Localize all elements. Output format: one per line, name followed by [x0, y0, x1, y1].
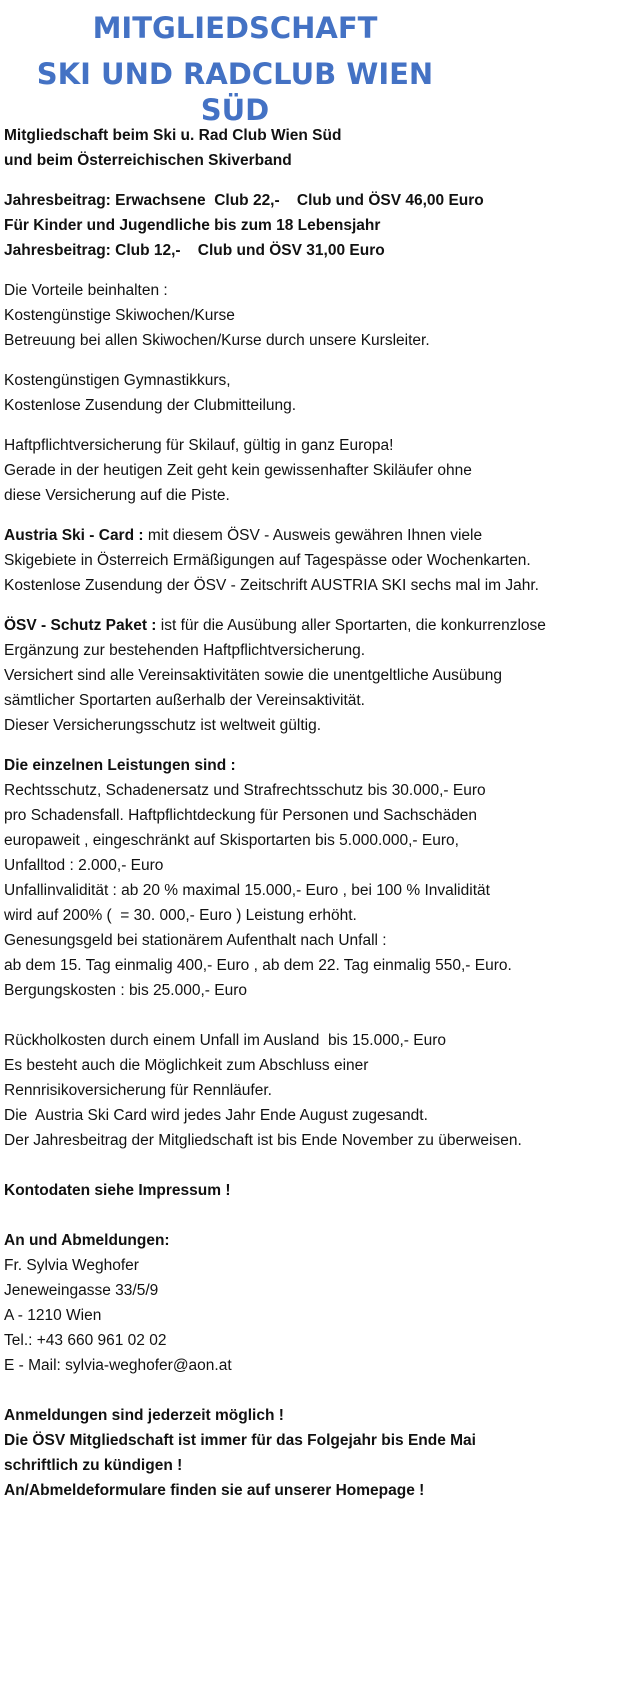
- repatriation-paragraph: [4, 1028, 634, 1153]
- account-note: [4, 1178, 634, 1203]
- protection-line: Ergänzung zur bestehenden Haftpflichtversicherung.: [4, 642, 366, 659]
- repatriation-line: Die Austria Ski Card wird jedes Jahr Ende August zugesandt.: [4, 1107, 428, 1124]
- services-line: Unfallinvalidität : ab 20 % maximal 15.000,- Euro , bei 100 % Invalidität: [4, 882, 490, 899]
- protection-paragraph: [4, 613, 634, 738]
- protection-line: Dieser Versicherungsschutz ist weltweit gültig.: [4, 717, 322, 734]
- repatriation-line: Es besteht auch die Möglichkeit zum Abschluss einer: [4, 1057, 369, 1074]
- protection-text: ist für die Ausübung aller Sportarten, die konkurrenzlose: [156, 617, 546, 634]
- fees-line: Jahresbeitrag: Erwachsene Club 22,- Club und ÖSV 46,00 Euro: [4, 192, 484, 209]
- services-line: Genesungsgeld bei stationärem Aufenthalt nach Unfall :: [4, 932, 387, 949]
- registration-contact: [4, 1228, 634, 1378]
- fees-line: Jahresbeitrag: Club 12,- Club und ÖSV 31,00 Euro: [4, 242, 385, 259]
- notes-line: Die ÖSV Mitgliedschaft ist immer für das Folgejahr bis Ende Mai: [4, 1432, 476, 1449]
- card-text: mit diesem ÖSV - Ausweis gewähren Ihnen viele: [143, 527, 483, 544]
- protection-line: sämtlicher Sportarten außerhalb der Vereinsaktivität.: [4, 692, 365, 709]
- protection-line: [4, 613, 634, 638]
- repatriation-line: Der Jahresbeitrag der Mitgliedschaft ist bis Ende November zu überweisen.: [4, 1132, 522, 1149]
- protection-label: ÖSV - Schutz Paket :: [4, 617, 157, 634]
- repatriation-line: Rennrisikoversicherung für Rennläufer.: [4, 1082, 272, 1099]
- card-line: [4, 523, 634, 548]
- registration-heading: An und Abmeldungen:: [4, 1232, 170, 1249]
- contact-name: Fr. Sylvia Weghofer: [4, 1257, 139, 1274]
- contact-city: A - 1210 Wien: [4, 1307, 102, 1324]
- services-line: europaweit , eingeschränkt auf Skisportarten bis 5.000.000,- Euro,: [4, 832, 459, 849]
- card-line: Kostenlose Zusendung der ÖSV - Zeitschrift AUSTRIA SKI sechs mal im Jahr.: [4, 577, 539, 594]
- gym-line: Kostenlose Zusendung der Clubmitteilung.: [4, 397, 297, 414]
- fees-paragraph: [4, 188, 634, 263]
- liability-line: diese Versicherung auf die Piste.: [4, 487, 230, 504]
- benefits-line: Kostengünstige Skiwochen/Kurse: [4, 307, 235, 324]
- fees-line: Für Kinder und Jugendliche bis zum 18 Lebensjahr: [4, 217, 381, 234]
- notes-line: schriftlich zu kündigen !: [4, 1457, 183, 1474]
- membership-content: [4, 123, 634, 1518]
- notes-line: Anmeldungen sind jederzeit möglich !: [4, 1407, 284, 1424]
- benefits-line: Betreuung bei allen Skiwochen/Kurse durch unsere Kursleiter.: [4, 332, 430, 349]
- services-line: pro Schadensfall. Haftpflichtdeckung für Personen und Sachschäden: [4, 807, 478, 824]
- page-title: MITGLIEDSCHAFT: [92, 11, 378, 45]
- page-subtitle: SKI UND RADCLUB WIEN SÜD: [36, 57, 434, 127]
- account-line: Kontodaten siehe Impressum !: [4, 1182, 231, 1199]
- services-line: Rechtsschutz, Schadenersatz und Strafrechtsschutz bis 30.000,- Euro: [4, 782, 486, 799]
- card-line: Skigebiete in Österreich Ermäßigungen auf Tagespässe oder Wochenkarten.: [4, 552, 531, 569]
- intro-paragraph: [4, 123, 634, 173]
- intro-line: Mitgliedschaft beim Ski u. Rad Club Wien Süd: [4, 127, 342, 144]
- contact-email: E - Mail: sylvia-weghofer@aon.at: [4, 1357, 232, 1374]
- contact-phone: Tel.: +43 660 961 02 02: [4, 1332, 167, 1349]
- closing-notes: [4, 1403, 634, 1503]
- contact-street: Jeneweingasse 33/5/9: [4, 1282, 159, 1299]
- liability-line: Gerade in der heutigen Zeit geht kein gewissenhafter Skiläufer ohne: [4, 462, 472, 479]
- benefits-line: Die Vorteile beinhalten :: [4, 282, 168, 299]
- gym-line: Kostengünstigen Gymnastikkurs,: [4, 372, 231, 389]
- services-line: Bergungskosten : bis 25.000,- Euro: [4, 982, 247, 999]
- protection-line: Versichert sind alle Vereinsaktivitäten sowie die unentgeltliche Ausübung: [4, 667, 503, 684]
- intro-line: und beim Österreichischen Skiverband: [4, 152, 292, 169]
- notes-line: An/Abmeldeformulare finden sie auf unserer Homepage !: [4, 1482, 425, 1499]
- benefits-paragraph: [4, 278, 634, 353]
- liability-line: Haftpflichtversicherung für Skilauf, gültig in ganz Europa!: [4, 437, 394, 454]
- services-heading: Die einzelnen Leistungen sind :: [4, 757, 236, 774]
- services-line: wird auf 200% ( = 30. 000,- Euro ) Leistung erhöht.: [4, 907, 357, 924]
- card-label: Austria Ski - Card :: [4, 527, 144, 544]
- liability-paragraph: [4, 433, 634, 508]
- services-line: Unfalltod : 2.000,- Euro: [4, 857, 164, 874]
- card-paragraph: [4, 523, 634, 598]
- repatriation-line: Rückholkosten durch einem Unfall im Ausland bis 15.000,- Euro: [4, 1032, 446, 1049]
- services-paragraph: [4, 753, 634, 1003]
- services-line: ab dem 15. Tag einmalig 400,- Euro , ab dem 22. Tag einmalig 550,- Euro.: [4, 957, 512, 974]
- gym-paragraph: [4, 368, 634, 418]
